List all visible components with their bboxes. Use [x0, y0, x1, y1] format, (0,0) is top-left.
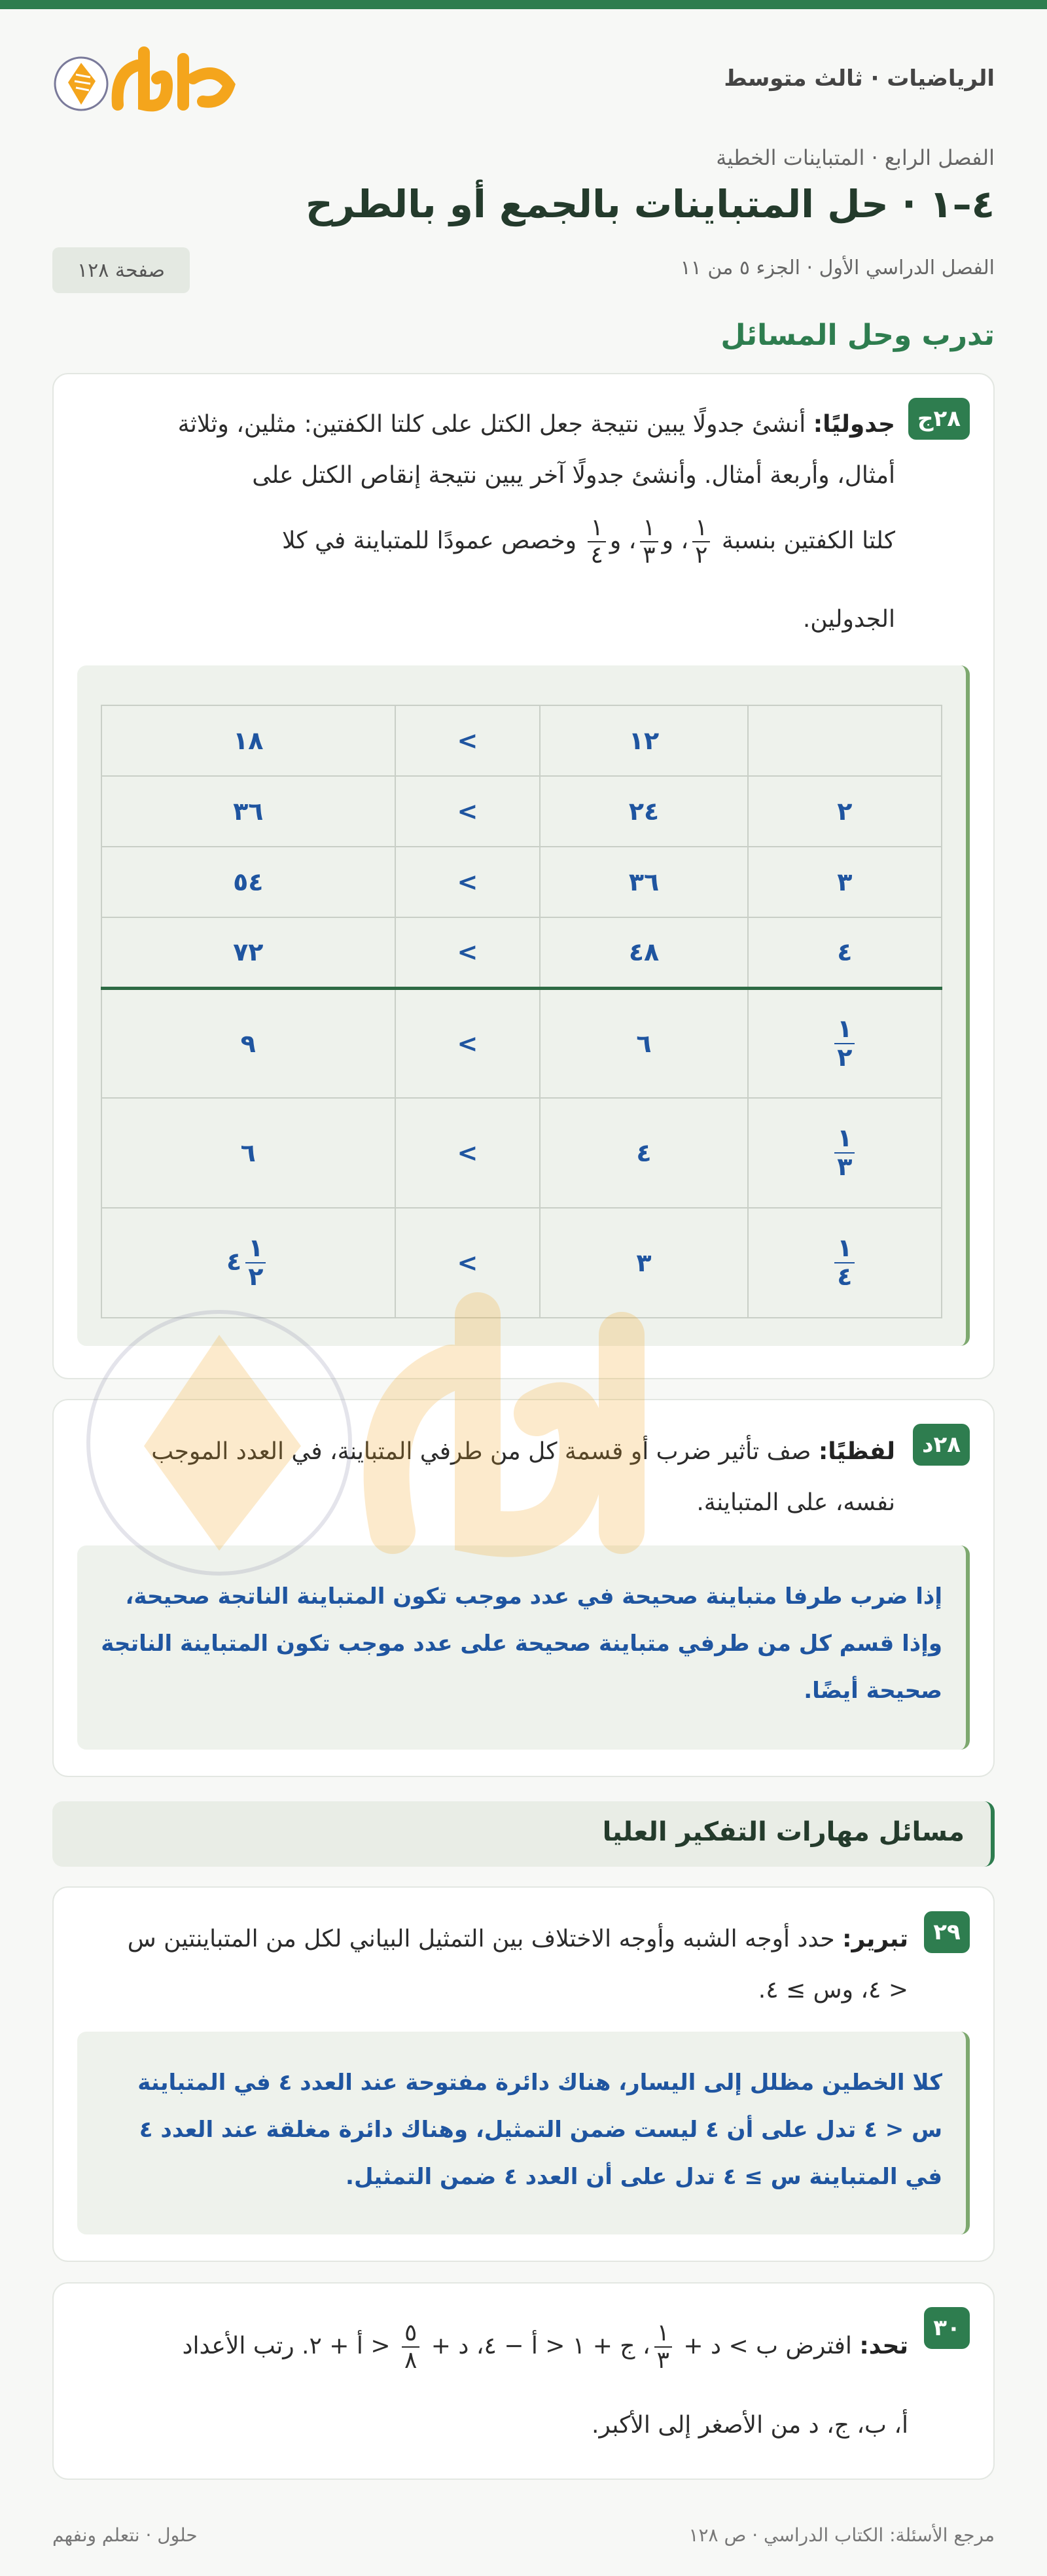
- question-text: [145, 1426, 895, 1528]
- table-row: ٣ ٣٦ > ٥٤: [101, 847, 942, 917]
- top-accent-bar: [0, 0, 1047, 9]
- lesson-title: ٤–١ · حل المتباينات بالجمع أو بالطرح: [305, 182, 995, 226]
- question-body: أنشئ جدولًا يبين نتيجة جعل الكتل على كلتا الكفتين: مثلين، وثلاثة أمثال، وأربعة أمثال. وأنشئ جدولًا آخر يبين نتيجة إنقاص الكتل على: [177, 411, 895, 489]
- term-part-label: الفصل الدراسي الأول · الجزء ٥ من ١١: [680, 256, 995, 279]
- hot-section-title: مسائل مهارات التفكير العليا: [602, 1817, 965, 1847]
- inequality-table: [101, 705, 942, 1318]
- question-text-fractions: كلتا الكفتين بنسبة $\frac{١}{٢}$ ، و $\frac{١}{٣}$ ، و $\frac{١}{٤}$ وخصص عمودًا للمتباينة في كلا: [281, 514, 895, 569]
- fraction-third: $\frac{١}{٣}$: [640, 515, 658, 568]
- answer-box: [77, 1545, 970, 1750]
- fraction-third: $\frac{١}{٣}$: [654, 2320, 672, 2373]
- chapter-label: الفصل الرابع · المتباينات الخطية: [716, 145, 995, 170]
- question-text: [126, 399, 895, 501]
- footer-brand: حلول · نتعلم ونفهم: [52, 2524, 198, 2546]
- hot-section-banner: [52, 1801, 995, 1867]
- question-number-badge: ٢٩: [924, 1911, 970, 1953]
- table-row: $\frac{١}{٣}$ ٤ > ٦: [101, 1098, 942, 1208]
- table-row: ٤ ٤٨ > ٧٢: [101, 917, 942, 988]
- table-row: $\frac{١}{٤}$ ٣ > ٤ $\frac{١}{٢}$: [101, 1208, 942, 1318]
- answer-text: إذا ضرب طرفا متباينة صحيحة في عدد موجب تكون المتباينة الناتجة صحيحة، وإذا قسم كل من طرفي متباينة صحيحة على عدد موجب تكون المتباينة الناتجة صحيحة أيضًا.: [101, 1583, 942, 1704]
- question-body: حدد أوجه الشبه وأوجه الاختلاف بين التمثيل البياني لكل من المتباينتين س < ٤، وس ≥ ٤.: [127, 1926, 908, 2003]
- hulul-logo: [52, 39, 242, 124]
- page-header: [52, 39, 995, 124]
- question-label: لفظيًا:: [818, 1438, 895, 1465]
- question-card-28d: [52, 1399, 995, 1777]
- question-number-badge: ٣٠: [924, 2307, 970, 2349]
- question-number-badge: ٢٨ج: [908, 398, 970, 440]
- question-text-end: أ، ب، ج، د من الأصغر إلى الأكبر.: [592, 2412, 908, 2439]
- fraction-quarter: $\frac{١}{٤}$: [588, 515, 605, 568]
- question-text: [126, 1914, 908, 2016]
- question-card-30: [52, 2282, 995, 2480]
- footer-reference: مرجع الأسئلة: الكتاب الدراسي · ص ١٢٨: [688, 2524, 995, 2546]
- question-label: تبرير:: [842, 1926, 908, 1952]
- section-title: تدرب وحل المسائل: [720, 319, 995, 352]
- table-row: ١٢ > ١٨: [101, 705, 942, 776]
- question-text-end: الجدولين.: [802, 606, 895, 633]
- table-row: $\frac{١}{٢}$ ٦ > ٩: [101, 988, 942, 1098]
- question-label: تحد:: [859, 2333, 908, 2359]
- question-card-29: [52, 1886, 995, 2262]
- table-row: ٢ ٢٤ > ٣٦: [101, 776, 942, 847]
- answer-box: [77, 2032, 970, 2234]
- fraction-five-eighths: $\frac{٥}{٨}$: [402, 2320, 419, 2373]
- answer-table-box: [77, 665, 970, 1346]
- question-body: صف تأثير ضرب أو قسمة كل من طرفي المتباينة، في العدد الموجب نفسه، على المتباينة.: [151, 1438, 895, 1516]
- question-card-28c: [52, 373, 995, 1379]
- question-text: تحد: افترض ب > د + $\frac{١}{٣}$ ، ج + ١ < أ − ٤، د + $\frac{٥}{٨}$ < أ + ٢. رتب الأعداد: [182, 2320, 908, 2374]
- page-number-badge: صفحة ١٢٨: [52, 247, 190, 293]
- answer-text: كلا الخطين مظلل إلى اليسار، هناك دائرة مفتوحة عند العدد ٤ في المتباينة س < ٤ تدل على أن ٤ ليست ضمن التمثيل، وهناك دائرة مغلقة عند العدد ٤ في المتباينة س ≥ ٤ تدل على أن العدد ٤ ضمن التمثيل.: [137, 2070, 942, 2190]
- question-label: جدوليًا:: [813, 411, 895, 438]
- question-number-badge: ٢٨د: [913, 1424, 970, 1466]
- subject-label: الرياضيات · ثالث متوسط: [724, 65, 995, 92]
- fraction-half: $\frac{١}{٢}$: [692, 515, 710, 568]
